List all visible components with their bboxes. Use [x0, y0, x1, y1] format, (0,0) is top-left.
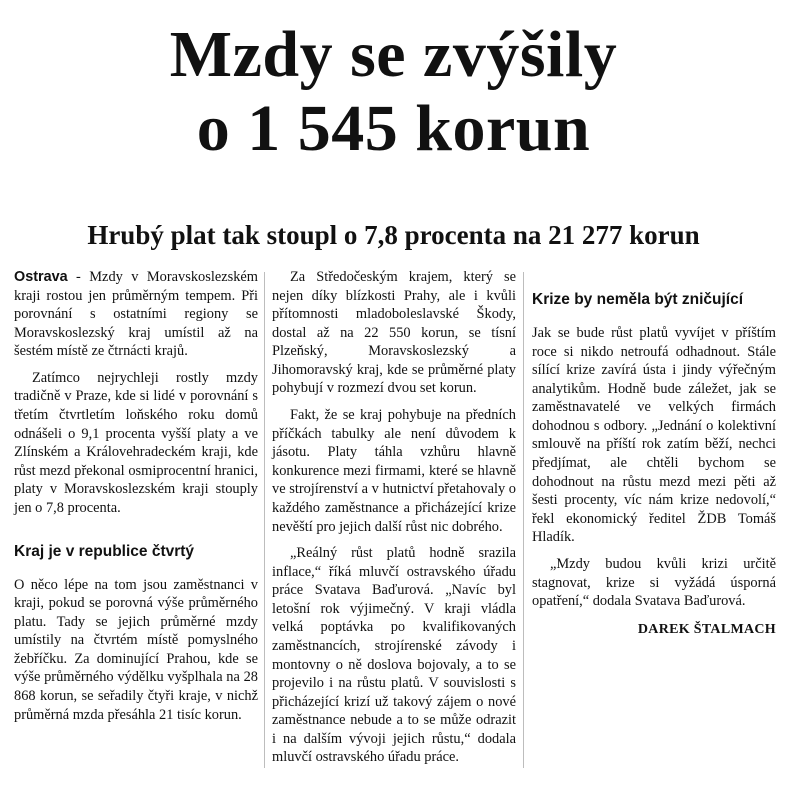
lead-text: - Mzdy v Moravskoslezském kraji rostou jen průměrným tempem. Při porovnání s ostatními regiony se Moravskoslezský kraj umístil až na šestém místě ze čtrnácti krajů. — [14, 269, 258, 360]
paragraph-6: „Reálný růst platů hodně srazila inflace,“ říká mluvčí ostravského úřadu práce Svatava Baďurová. „Navíc byl letošní rok výjimečný. V kraji vládla velká poptávka po kvalifikovaných zaměstnancích, strojírenské závody i montovny o ně doslova bojovaly, a to se projevilo i na růstu platů. V souvislosti s přicházející krizí už takový zájem o nové zaměstnance nebude a to se může odrazit i na dalším vývoji jejich růstu,“ dodala mluvčí ostravského úřadu práce. — [272, 545, 516, 766]
column-divider — [523, 272, 524, 768]
author-byline: DAREK ŠTALMACH — [637, 621, 776, 637]
paragraph-4: Za Středočeským krajem, který se nejen díky blízkosti Prahy, ale i kvůli přítomnosti mladoboleslavské Škody, dostal až na 22 550 korun, se tísní Plzeňský, Moravskoslezský a Jihomoravský kraj, kde se průměrné platy pohybují v rozmezí dvou set korun. — [272, 269, 516, 397]
paragraph-7: Jak se bude růst platů vyvíjet v příštím roce si nikdo netroufá odhadnout. Stále sílící krize zavírá ústa i jindy výřečným analytikům. Hodně bude záležet, jak se zaměstnavatelé ve velkých firmách dohodnou s odbory. „Jednání o kolektivní smlouvě na příští rok zatím běží, nechci předjímat, ale chtěli bychom se dohodnout na růstu mezd mezi pěti až šesti procenty, víc nám krize nedovolí,“ řekl ekonomický ředitel ŽDB Tomáš Hladík. — [532, 325, 776, 546]
paragraph-3: O něco lépe na tom jsou zaměstnanci v kraji, pokud se porovná výše průměrného platu. Tady se jejich průměrné mzdy umístily na čtvrtém místě pomyslného žebříčku. Za dominující Prahou, kde se výše průměrného výdělku vyšplhala na 28 868 korun, se seřadily čtyři kraje, v nichž průměrná mzda přesáhla 21 tisíc korun. — [14, 576, 258, 723]
article-column-3 — [532, 268, 776, 639]
headline-line-1: Mzdy se zvýšily — [169, 18, 618, 91]
article-column-2 — [272, 268, 516, 767]
column-divider — [264, 272, 265, 768]
subheadline: Hrubý plat tak stoupl o 7,8 procenta na 21 277 korun — [87, 220, 700, 250]
dateline-place: Ostrava — [14, 269, 68, 285]
section-subtitle-1: Kraj je v republice čtvrtý — [14, 542, 195, 560]
headline-line-2: o 1 545 korun — [196, 92, 591, 165]
paragraph-2: Zatímco nejrychleji rostly mzdy tradičně v Praze, kde si lidé v porovnání s třetím čtvrtletím loňského roku domů odnášeli o 9,1 procenta vyšší platy a ve Zlínském a Královehradeckém kraji, kde růst mezd překonal osmiprocentní hranici, platy v Moravskoslezském kraji stouply jen o 7,8 procenta. — [14, 369, 258, 516]
paragraph-8: „Mzdy budou kvůli krizi určitě stagnovat, krize si vyžádá úsporná opatření,“ dodala Svatava Baďurová. — [532, 555, 776, 610]
paragraph-5: Fakt, že se kraj pohybuje na předních příčkách tabulky ale není důvodem k jásotu. Platy táhla vzhůru hlavně konkurence mezi firmami, které se hlavně ve strojírenství a v hutnictví přetahovaly o každého zaměstnance a přicházející krize nevěští pro jejich další růst nic dobrého. — [272, 407, 516, 535]
section-subtitle-2: Krize by neměla být zničující — [532, 291, 744, 308]
headline — [0, 18, 787, 166]
lead-paragraph — [14, 268, 258, 361]
article-column-1 — [14, 268, 258, 724]
